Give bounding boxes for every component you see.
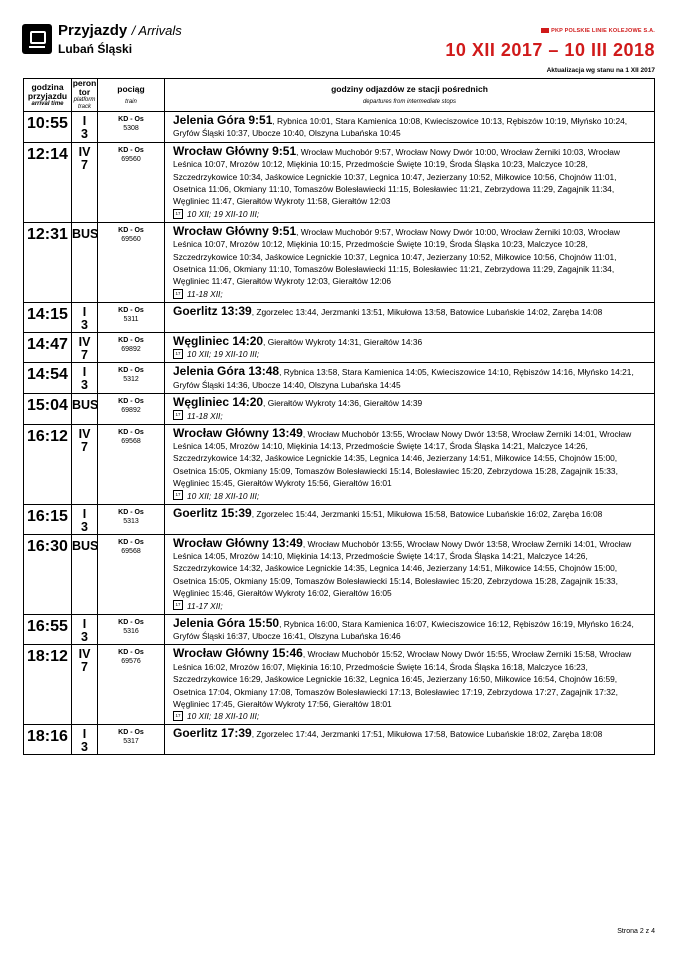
calendar-icon: 17 [173,289,183,299]
calendar-note-text: 11-17 XII; [187,600,223,611]
pkp-logo-mark-icon [541,28,549,33]
arrival-time: 18:16 [24,725,72,755]
stops-cell [165,725,655,755]
arrival-time: 18:12 [24,645,72,725]
train-category: KD - Os [118,428,144,436]
intermediate-stops: , Rybnica 13:58, Stara Kamienica 14:05, Kwieciszowice 14:10, Rębiszów 14:16, Młyńsko 14:21, Gryfów Śląski 14:36, Ubocze 14:40, Olszyna Lubańska 14:45 [173,367,634,390]
calendar-note [173,348,649,360]
arrival-time: 16:12 [24,424,72,504]
platform-number: I [82,616,87,631]
train-cell [98,332,165,362]
calendar-note [173,288,649,300]
intermediate-stops: , Zgorzelec 17:44, Jerzmanki 17:51, Mikułowa 17:58, Batowice Lubańskie 18:02, Zaręba 18:08 [251,729,603,740]
train-cell [98,534,165,614]
train-number: 5308 [123,125,139,132]
platform-number: I [82,727,87,742]
stops-cell [165,424,655,504]
calendar-note-text: 10 XII; 18 XII-10 III; [187,490,260,501]
platform-number: IV [78,144,91,159]
origin-station: Jelenia Góra 13:48 [173,364,280,379]
stops-cell [165,302,655,332]
bus-label: BUS [72,538,99,553]
train-category: KD - Os [118,729,144,737]
validity-period: 10 XII 2017 – 10 III 2018 [445,40,655,60]
origin-station: Wrocław Główny 13:49 [173,425,303,440]
track-number: 7 [81,439,88,454]
calendar-icon: 17 [173,711,183,721]
train-category: KD - Os [118,367,144,375]
title-polish: Przyjazdy [58,22,128,39]
table-row [24,614,655,645]
track-number: 3 [81,740,88,755]
track-number: 3 [81,127,88,141]
train-cell [98,424,165,504]
train-number: 5312 [123,376,139,384]
col-header-platform-en1: platform [73,97,96,103]
platform-cell [72,222,98,302]
col-header-time-en: arrival time [31,100,64,107]
table-row [24,504,655,534]
origin-station: Wrocław Główny 9:51 [173,143,297,158]
train-category: KD - Os [118,649,144,657]
arrival-time: 12:31 [24,222,72,302]
intermediate-stops: , Wrocław Muchobór 15:52, Wrocław Nowy Dwór 15:55, Wrocław Żerniki 15:58, Wrocław Leśnica 16:02, Mrozów 16:07, Miękinia 16:10, Przedmoście Święte 16:14, Środa Śląska 16:18, Malczyce 16:23, Szczedrzykowice 16:29, Jaśkowice Legnickie 16:32, Legnica 16:45, Jezierzany 16:50, Miłkowice 16:54, Chojnów 16:59, Osetnica 17:04, Okmiany 17:08, Tomaszów Bolesławiecki 17:13, Bolesławiec 17:19, Zebrzydowa 17:27, Zagajnik 17:32, Węgliniec 17:45, Gierałtów Wykroty 17:56, Gierałtów 18:01 [173,649,632,709]
arrival-time: 12:14 [24,142,72,222]
col-header-train-en: train [125,98,137,105]
calendar-icon: 17 [173,490,183,500]
table-row [24,302,655,332]
station-name: Lubań Śląski [58,42,133,56]
bus-label: BUS [72,398,99,413]
table-row [24,332,655,362]
platform-cell [72,504,98,534]
train-cell [98,112,165,143]
calendar-note [173,600,649,612]
platform-cell [72,363,98,394]
arrival-time: 14:15 [24,302,72,332]
calendar-icon: 17 [173,209,183,219]
stops-cell [165,534,655,614]
intermediate-stops: , Zgorzelec 13:44, Jerzmanki 13:51, Mikułowa 13:58, Batowice Lubańskie 14:02, Zaręba 14:08 [251,306,603,317]
train-number: 5317 [123,738,139,746]
origin-station: Wrocław Główny 15:46 [173,646,303,661]
arrival-time: 14:54 [24,363,72,394]
intermediate-stops: , Zgorzelec 15:44, Jerzmanki 15:51, Mikułowa 15:58, Batowice Lubańskie 16:02, Zaręba 16:08 [251,508,603,519]
origin-station: Wrocław Główny 9:51 [173,223,297,238]
track-number: 3 [81,519,88,534]
stops-cell [165,222,655,302]
intermediate-stops: , Wrocław Muchobór 13:55, Wrocław Nowy Dwór 13:58, Wrocław Żerniki 14:01, Wrocław Leśnica 14:05, Mrozów 14:10, Miękinia 14:13, Przedmoście Święte 14:17, Środa Śląska 14:21, Malczyce 14:26, Szczedrzykowice 14:32, Jaśkowice Legnickie 14:35, Legnica 14:46, Jezierzany 14:51, Miłkowice 14:55, Chojnów 15:00, Osetnica 15:05, Okmiany 15:09, Tomaszów Bolesławiecki 15:14, Bolesławiec 15:20, Zebrzydowa 15:28, Zagajnik 15:33, Węgliniec 15:46, Gierałtów Wykroty 16:02, Gierałtów 16:05 [173,538,632,599]
platform-number: I [82,365,87,380]
track-number: 3 [81,317,88,332]
platform-number: IV [78,334,91,349]
arrival-time: 14:47 [24,332,72,362]
train-cell [98,614,165,645]
arrival-time: 15:04 [24,394,72,424]
platform-cell [72,534,98,614]
train-cell [98,394,165,424]
col-header-stops-en: departures from intermediate stops [362,98,457,105]
table-row [24,363,655,394]
col-header-stops [165,79,655,112]
train-number: 5313 [123,517,139,525]
train-cell [98,222,165,302]
stops-cell [165,112,655,143]
table-row [24,222,655,302]
stops-cell [165,645,655,725]
calendar-note [173,490,649,502]
col-header-platform-en2: track [77,104,91,110]
calendar-note-text: 10 XII; 18 XII-10 III; [187,711,260,722]
intermediate-stops: , Wrocław Muchobór 9:57, Wrocław Nowy Dwór 10:00, Wrocław Żerniki 10:03, Wrocław Leśnica 10:07, Mrozów 10:12, Miękinia 10:15, Przedmoście Święte 10:19, Środa Śląska 10:23, Malczyce 10:28, Szczedrzykowice 10:34, Jaśkowice Legnickie 10:37, Legnica 10:47, Jezierzany 10:52, Miłkowice 10:56, Chojnów 11:01, Osetnica 11:06, Okmiany 11:10, Tomaszów Bolesławiecki 11:15, Bolesławiec 11:21, Zebrzydowa 11:29, Zagajnik 11:34, Węgliniec 11:47, Gierałtów Wykroty 11:58, Gierałtów 12:03 [173,146,620,207]
calendar-note-text: 10 XII; 19 XII-10 III; [187,349,260,360]
train-category: KD - Os [118,618,144,626]
train-number: 69568 [121,437,141,445]
track-number: 7 [81,157,88,172]
origin-station: Goerlitz 15:39 [173,505,252,520]
train-category: KD - Os [118,336,144,344]
table-header-row [24,79,655,112]
intermediate-stops: , Wrocław Muchobór 9:57, Wrocław Nowy Dwór 10:00, Wrocław Żerniki 10:03, Wrocław Leśnica 10:07, Mrozów 10:12, Miękinia 10:15, Przedmoście Święte 10:19, Środa Śląska 10:23, Malczyce 10:28, Szczedrzykowice 10:34, Jaśkowice Legnickie 10:37, Legnica 10:47, Jezierzany 10:52, Miłkowice 10:56, Chojnów 11:01, Osetnica 11:06, Okmiany 11:10, Tomaszów Bolesławiecki 11:15, Bolesławiec 11:21, Zebrzydowa 11:29, Zagajnik 11:34, Węgliniec 11:47, Gierałtów Wykroty 12:03, Gierałtów 12:06 [173,226,620,287]
origin-station: Goerlitz 13:39 [173,303,252,318]
origin-station: Jelenia Góra 15:50 [173,615,280,630]
calendar-note-text: 11-18 XII; [187,288,223,299]
train-cell [98,504,165,534]
train-cell [98,142,165,222]
origin-station: Jelenia Góra 9:51 [173,113,273,127]
origin-station: Goerlitz 17:39 [173,726,252,741]
platform-number: I [82,114,87,128]
stops-cell [165,614,655,645]
calendar-note-text: 11-18 XII; [187,410,223,421]
train-category: KD - Os [118,508,144,516]
col-header-platform [72,79,98,112]
platform-cell [72,112,98,143]
platform-cell [72,302,98,332]
intermediate-stops: , Rybnica 16:00, Stara Kamienica 16:07, Kwieciszowice 16:12, Rębiszów 16:19, Młyńsko 16:24, Gryfów Śląski 16:37, Ubocze 16:41, Olszyna Lubańska 16:46 [173,618,634,641]
platform-cell [72,142,98,222]
train-number: 69560 [121,155,141,163]
train-category: KD - Os [118,226,144,234]
platform-number: I [82,304,87,319]
train-cell [98,302,165,332]
bus-label: BUS [72,226,99,241]
stops-cell [165,394,655,424]
pkp-logo-text: PKP POLSKIE LINIE KOLEJOWE S.A. [551,28,655,34]
train-number: 69892 [121,345,141,353]
track-number: 7 [81,347,88,362]
origin-station: Węgliniec 14:20 [173,395,264,410]
stops-cell [165,142,655,222]
origin-station: Węgliniec 14:20 [173,333,264,348]
train-cell [98,645,165,725]
table-row [24,394,655,424]
col-header-time-pl2: przyjazdu [27,90,68,101]
col-header-platform-pl2: tor [78,87,91,97]
platform-cell [72,614,98,645]
col-header-time-pl1: godzina [31,81,64,92]
train-number: 69576 [121,658,141,666]
train-number: 69560 [121,235,141,243]
train-number: 5316 [123,627,139,635]
train-icon [22,24,52,54]
train-category: KD - Os [118,116,144,123]
page-number: Strona 2 z 4 [617,928,655,935]
calendar-icon: 17 [173,410,183,420]
table-row [24,142,655,222]
col-header-train-pl: pociąg [117,83,145,94]
platform-cell [72,725,98,755]
arrival-time: 16:30 [24,534,72,614]
arrivals-table [23,78,655,755]
train-cell [98,363,165,394]
col-header-platform-pl1: peron [72,78,97,88]
stops-cell [165,504,655,534]
origin-station: Wrocław Główny 13:49 [173,535,303,550]
platform-number: I [82,506,87,521]
calendar-note [173,410,649,422]
table-row [24,112,655,143]
intermediate-stops: , Wrocław Muchobór 13:55, Wrocław Nowy Dwór 13:58, Wrocław Żerniki 14:01, Wrocław Leśnica 14:05, Mrozów 14:10, Miękinia 14:13, Przedmoście Święte 14:17, Środa Śląska 14:21, Malczyce 14:26, Szczedrzykowice 14:32, Jaśkowice Legnickie 14:35, Legnica 14:46, Jezierzany 14:51, Miłkowice 14:55, Chojnów 15:00, Osetnica 15:05, Okmiany 15:09, Tomaszów Bolesławiecki 15:14, Bolesławiec 15:20, Zebrzydowa 15:28, Zagajnik 15:33, Węgliniec 15:45, Gierałtów Wykroty 15:56, Gierałtów 16:01 [173,428,632,489]
train-category: KD - Os [118,538,144,546]
update-note: Aktualizacja wg stanu na 1 XII 2017 [546,67,655,74]
platform-cell [72,424,98,504]
calendar-note-text: 10 XII; 19 XII-10 III; [187,208,260,219]
calendar-note [173,710,649,722]
col-header-time [24,79,72,112]
table-body [24,112,655,755]
table-row [24,725,655,755]
track-number: 3 [81,629,88,644]
table-row [24,645,655,725]
train-number: 69892 [121,407,141,415]
arrival-time: 10:55 [24,112,72,143]
platform-cell [72,394,98,424]
arrival-time: 16:55 [24,614,72,645]
train-category: KD - Os [118,146,144,154]
col-header-train [98,79,165,112]
intermediate-stops: , Gierałtów Wykroty 14:31, Gierałtów 14:36 [263,336,423,347]
table-row [24,424,655,504]
train-number: 5311 [123,315,139,323]
col-header-stops-pl: godziny odjazdów ze stacji pośrednich [331,83,488,94]
train-cell [98,725,165,755]
intermediate-stops: , Gierałtów Wykroty 14:36, Gierałtów 14:39 [263,398,423,409]
train-category: KD - Os [118,306,144,314]
intermediate-stops: , Rybnica 10:01, Stara Kamienica 10:08, Kwieciszowice 10:13, Rębiszów 10:19, Młyńsko 10:24, Gryfów Śląski 10:37, Ubocze 10:40, Olszyna Lubańska 10:45 [173,116,628,139]
arrival-time: 16:15 [24,504,72,534]
calendar-note [173,208,649,220]
platform-number: IV [78,426,91,441]
table-row [24,534,655,614]
title-english: / Arrivals [131,23,182,38]
platform-cell [72,645,98,725]
platform-number: IV [78,647,91,662]
track-number: 7 [81,660,88,675]
train-number: 69568 [121,547,141,555]
pkp-logo [541,28,655,34]
train-category: KD - Os [118,398,144,406]
stops-cell [165,332,655,362]
stops-cell [165,363,655,394]
calendar-icon: 17 [173,600,183,610]
calendar-icon: 17 [173,349,183,359]
track-number: 3 [81,378,88,393]
platform-cell [72,332,98,362]
page-title [58,22,182,40]
